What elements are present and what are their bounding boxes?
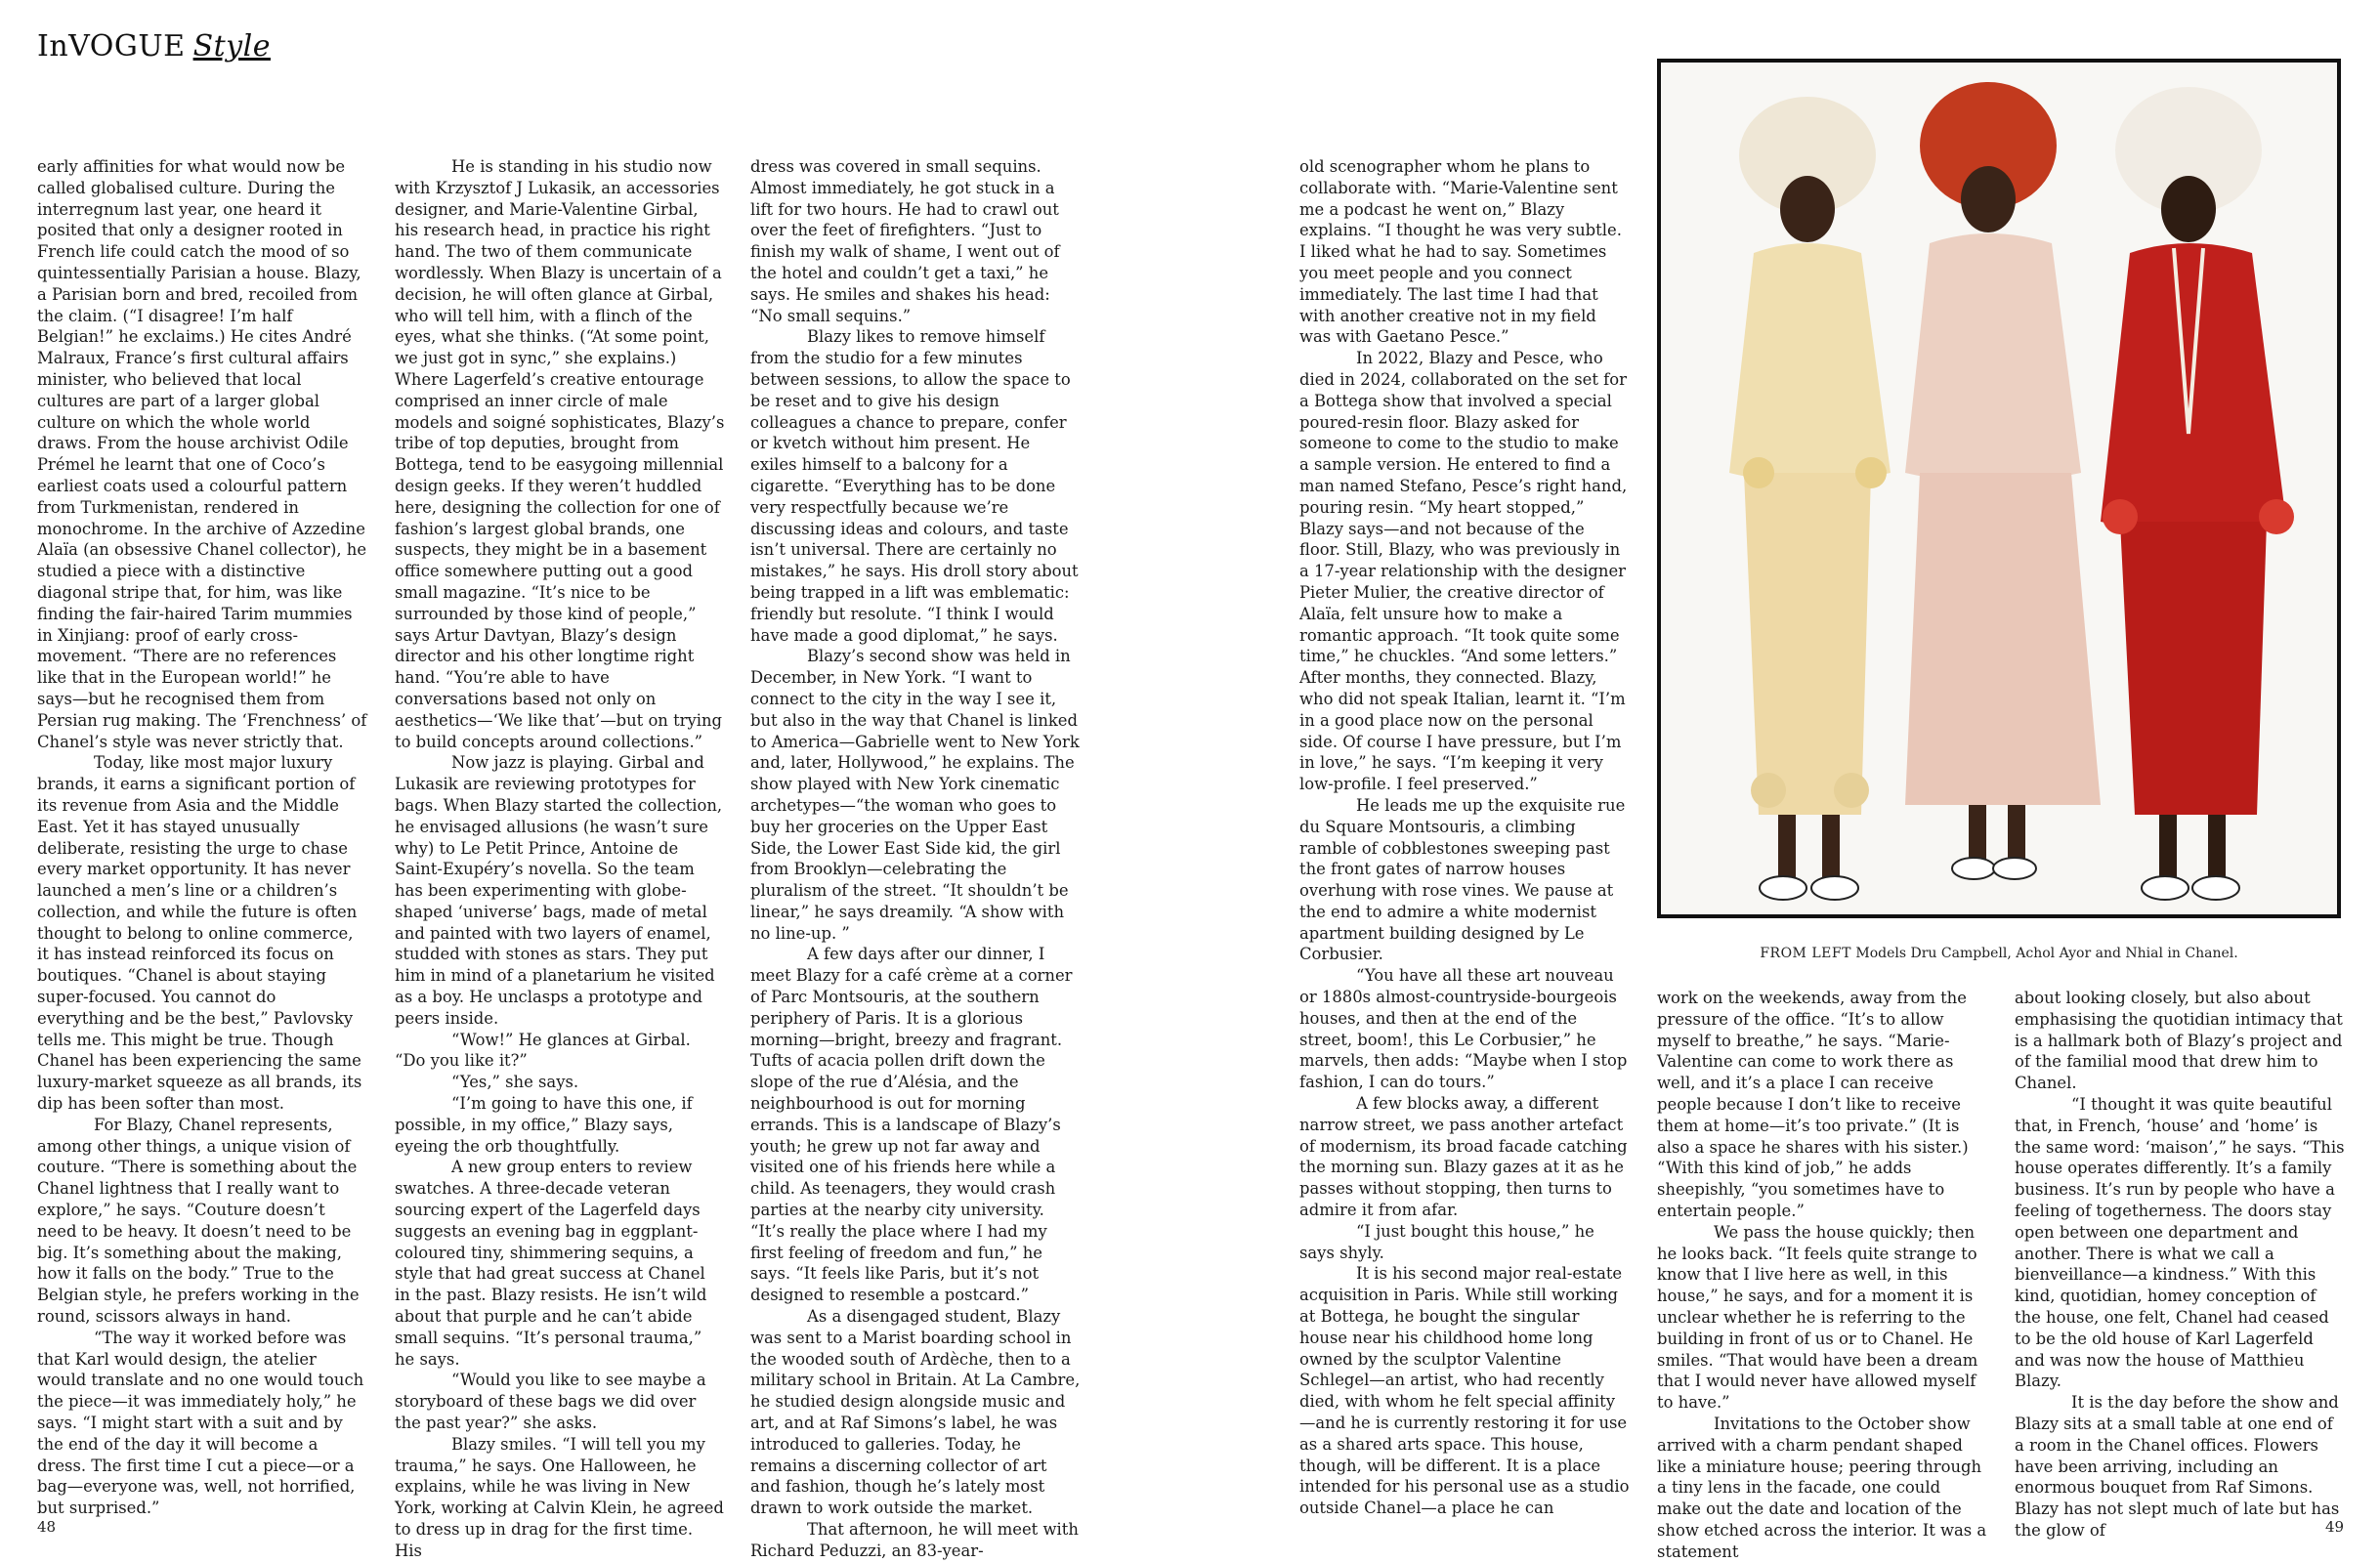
paragraph: “Would you like to see maybe a storyboard of these bags we did over the past year?” she asks. bbox=[395, 1371, 706, 1433]
page-number-right: 49 bbox=[2325, 1518, 2345, 1536]
text-column-6 bbox=[2015, 988, 2347, 1542]
magazine-header bbox=[37, 29, 271, 63]
paragraph: “I just bought this house,” he says shyly. bbox=[1299, 1221, 1594, 1262]
paragraph: We pass the house quickly; then he looks back. “It feels quite strange to know that I live here as well, in this house,” he says, and for a moment it is unclear whether he is referring to the building in front of us or to Chanel. He smiles. “That would have been a dream that I would never have allowed myself to have.” bbox=[1657, 1222, 1978, 1413]
paragraph: He is standing in his studio now with Krzysztof J Lukasik, an accessories designer, and Marie-Valentine Girbal, his research head, in practice his right hand. The two of them communicate wordlessly. When Blazy is uncertain of a decision, he will often glance at Girbal, who will tell him, with a flinch of the eyes, what she thinks. (“At some point, we just got in sync,” she explains.) Where Lagerfeld’s creative entourage comprised an inner circle of male models and soigné sophisticates, Blazy’s tribe of top deputies, brought from Bottega, tend to be easygoing millennial design geeks. If they weren’t huddled here, designing the collection for one of fashion’s largest global brands, one suspects, they might be in a basement office somewhere putting out a good small magazine. “It’s nice to be surrounded by those kind of people,” says Artur Davtyan, Blazy’s design director and his other longtime right hand. “You’re able to have conversations based not only on aesthetics—‘We like that’—but on trying to build concepts around collections.” bbox=[395, 157, 725, 751]
brand-name: InVOGUE bbox=[37, 29, 186, 63]
section-name: Style bbox=[192, 29, 271, 63]
paragraph: It is the day before the show and Blazy sits at a small table at one end of a room in the Chanel offices. Flowers have been arriving, including an enormous bouquet from Raf Simons. Blazy has not slept much of late but has the glow of bbox=[2015, 1393, 2340, 1540]
text-column-5 bbox=[1657, 988, 1989, 1563]
text-column-1 bbox=[37, 156, 367, 1519]
paragraph: “Yes,” she says. bbox=[451, 1073, 579, 1092]
paragraph: early affinities for what would now be called globalised culture. During the interregnum last year, one heard it posited that only a designer rooted in French life could catch the mood of so quintessentially Parisian a house. Blazy, a Parisian born and bred, recoiled from the claim. (“I disagree! I’m half Belgian!” he exclaims.) He cites André Malraux, France’s first cultural affairs minister, who believed that local cultures are part of a larger global culture on which the whole world draws. From the house archivist Odile Prémel he learnt that one of Coco’s earliest coats used a colourful pattern from Turkmenistan, rendered in monochrome. In the archive of Azzedine Alaïa (an obsessive Chanel collector), he studied a piece with a distinctive diagonal stripe that, for him, was like finding the fair-haired Tarim mummies in Xinjiang: proof of early cross-movement. “There are no references like that in the European world!” he says—but he recognised them from Persian rug making. The ‘Frenchness’ of Chanel’s style was never strictly that. bbox=[37, 157, 367, 751]
paragraph: dress was covered in small sequins. Almost immediately, he got stuck in a lift for two hours. He had to crawl out over the feet of firefighters. “Just to finish my walk of shame, I went out of the hotel and couldn’t get a taxi,” he says. He smiles and shakes his head: “No small sequins.” bbox=[750, 157, 1060, 325]
paragraph: old scenographer whom he plans to collaborate with. “Marie-Valentine sent me a podcast he went on,” Blazy explains. “I thought he was very subtle. I liked what he had to say. Sometimes you meet people and you connect immediately. The last time I had that with another creative not in my field was with Gaetano Pesce.” bbox=[1299, 157, 1622, 347]
caption-lead: FROM LEFT bbox=[1760, 946, 1851, 961]
paragraph: A new group enters to review swatches. A three-decade veteran sourcing expert of the Lagerfeld days suggests an evening bag in eggplant-coloured tiny, shimmering sequins, a style that had great success at Chanel in the past. Blazy resists. He isn’t wild about that purple and he can’t abide small sequins. “It’s personal trauma,” he says. bbox=[395, 1158, 707, 1369]
text-column-3 bbox=[750, 156, 1081, 1562]
paragraph: “Wow!” He glances at Girbal. “Do you like it?” bbox=[395, 1030, 691, 1071]
paragraph: For Blazy, Chanel represents, among other things, a unique vision of couture. “There is something about the Chanel lightness that I really want to explore,” he says. “Couture doesn’t need to be heavy. It doesn’t need to be big. It’s something about the making, how it falls on the body.” True to the Belgian style, he prefers working in the round, scissors always in hand. bbox=[37, 1115, 360, 1327]
paragraph: “The way it worked before was that Karl would design, the atelier would translate and no one would touch the piece—it was immediately holy,” he says. “I might start with a suit and by the end of the day it will become a dress. The first time I cut a piece—or a bag—everyone was, well, not horrified, but surprised.” bbox=[37, 1328, 364, 1518]
photo-caption bbox=[1657, 946, 2341, 961]
paragraph: Today, like most major luxury brands, it earns a significant portion of its revenue from Asia and the Middle East. Yet it has stayed unusually deliberate, resisting the urge to chase every market opportunity. It has never launched a men’s line or a children’s collection, and while the future is often thought to belong to online commerce, it has instead reinforced its focus on boutiques. “Chanel is about staying super-focused. You cannot do everything and be the best,” Pavlovsky tells me. This might be true. Though Chanel has been experiencing the same luxury-market squeeze as all brands, its dip has been softer than most. bbox=[37, 753, 362, 1114]
text-column-4 bbox=[1299, 156, 1630, 1519]
paragraph: “I’m going to have this one, if possible, in my office,” Blazy says, eyeing the orb thoughtfully. bbox=[395, 1094, 693, 1156]
paragraph: In 2022, Blazy and Pesce, who died in 2024, collaborated on the set for a Bottega show that involved a special poured-resin floor. Blazy asked for someone to come to the studio to make a sample version. He entered to find a man named Stefano, Pesce’s right hand, pouring resin. “My heart stopped,” Blazy says—and not because of the floor. Still, Blazy, who was previously in a 17-year relationship with the designer Pieter Mulier, the creative director of Alaïa, felt unsure how to make a romantic approach. “It took quite some time,” he chuckles. “And some letters.” After months, they connected. Blazy, who did not speak Italian, learnt it. “I’m in a good place now on the personal side. Of course I have pressure, but I’m in love,” he says. “I’m keeping it very low-profile. I feel preserved.” bbox=[1299, 349, 1628, 794]
paragraph: It is his second major real-estate acquisition in Paris. While still working at Bottega, he bought the singular house near his childhood home long owned by the sculptor Valentine Schlegel—an artist, who had recently died, with whom he felt special affinity—and he is currently restoring it for use as a shared arts space. This house, though, will be different. It is a place intended for his personal use as a studio outside Chanel—a place he can bbox=[1299, 1264, 1630, 1518]
paragraph: “I thought it was quite beautiful that, in French, ‘house’ and ‘home’ is the same word: ‘maison’,” he says. “This house operates differently. It’s a family business. It’s run by people who have a feeling of togetherness. The doors stay open between one department and another. There is what we call a bienveillance—a kindness.” With this kind, quotidian, homey conception of the house, one felt, Chanel had ceased to be the old house of Karl Lagerfeld and was now the house of Matthieu Blazy. bbox=[2015, 1094, 2345, 1391]
text-column-2 bbox=[395, 156, 725, 1562]
paragraph: A few blocks away, a different narrow street, we pass another artefact of modernism, its broad facade catching the morning sun. Blazy gazes at it as he passes without stopping, then turns to admire it from afar. bbox=[1299, 1094, 1628, 1220]
page-number-left: 48 bbox=[37, 1518, 57, 1536]
paragraph: He leads me up the exquisite rue du Square Montsouris, a climbing ramble of cobblestones sweeping past the front gates of narrow houses overhung with rose vines. We pause at the end to admire a white modernist apartment building designed by Le Corbusier. bbox=[1299, 795, 1626, 964]
paragraph: Blazy smiles. “I will tell you my trauma,” he says. One Halloween, he explains, while he was living in New York, working at Calvin Klein, he agreed to dress up in drag for the first time. His bbox=[395, 1434, 724, 1560]
paragraph: As a disengaged student, Blazy was sent to a Marist boarding school in the wooded south of Ardèche, then to a military school in Britain. At La Cambre, he studied design alongside music and art, and at Raf Simons’s label, he was introduced to galleries. Today, he remains a discerning collector of art and fashion, though he’s lately most drawn to work outside the market. bbox=[750, 1307, 1081, 1518]
paragraph: Now jazz is playing. Girbal and Lukasik are reviewing prototypes for bags. When Blazy started the collection, he envisaged allusions (he wasn’t sure why) to Le Petit Prince, Antoine de Saint-Exupéry’s novella. So the team has been experimenting with globe-shaped ‘universe’ bags, made of metal and painted with two layers of enamel, studded with stones as stars. They put him in mind of a planetarium he visited as a boy. He unclasps a prototype and peers inside. bbox=[395, 753, 723, 1028]
caption-text: Models Dru Campbell, Achol Ayor and Nhial in Chanel. bbox=[1850, 946, 2238, 961]
paragraph: Blazy’s second show was held in December, in New York. “I want to connect to the city in the way I see it, but also in the way that Chanel is linked to America—Gabrielle went to New York and, later, Hollywood,” he explains. The show played with New York cinematic archetypes—“the woman who goes to buy her groceries on the Upper East Side, the Lower East Side kid, the girl from Brooklyn—celebrating the pluralism of the street. “It shouldn’t be linear,” he says dreamily. “A show with no line-up. ” bbox=[750, 647, 1080, 943]
paragraph: “You have all these art nouveau or 1880s almost-countryside-bourgeois houses, and then at the end of the street, boom!, this Le Corbusier,” he marvels, then adds: “Maybe when I stop fashion, I can do tours.” bbox=[1299, 966, 1628, 1092]
fashion-photo-icon bbox=[1657, 59, 2341, 918]
paragraph: work on the weekends, away from the pressure of the office. “It’s to allow myself to breathe,” he says. “Marie-Valentine can come to work there as well, and it’s a place I can receive people because I don’t like to receive them at home—it’s too private.” (It is also a space he shares with his sister.) “With this kind of job,” he adds sheepishly, “you sometimes have to entertain people.” bbox=[1657, 989, 1969, 1220]
paragraph: about looking closely, but also about emphasising the quotidian intimacy that is a hallmark both of Blazy’s project and of the familial mood that drew him to Chanel. bbox=[2015, 989, 2343, 1093]
paragraph: That afternoon, he will meet with Richard Peduzzi, an 83-year- bbox=[750, 1520, 1079, 1560]
paragraph: Blazy likes to remove himself from the studio for a few minutes between sessions, to allow the space to be reset and to give his design colleagues a chance to prepare, confer or kvetch without him present. He exiles himself to a balcony for a cigarette. “Everything has to be done very respectfully because we’re discussing ideas and colours, and taste isn’t universal. There are certainly no mistakes,” he says. His droll story about being trapped in a lift was emblematic: friendly but resolute. “I think I would have made a good diplomat,” he says. bbox=[750, 327, 1079, 645]
paragraph: Invitations to the October show arrived with a charm pendant shaped like a miniature house; peering through a tiny lens in the facade, one could make out the date and location of the show etched across the interior. It was a statement bbox=[1657, 1414, 1987, 1561]
paragraph: A few days after our dinner, I meet Blazy for a café crème at a corner of Parc Montsouris, at the southern periphery of Paris. It is a glorious morning—bright, breezy and fragrant. Tufts of acacia pollen drift down the slope of the rue d’Alésia, and the neighbourhood is out for morning errands. This is a landscape of Blazy’s youth; he grew up not far away and visited one of his friends here while a child. As teenagers, they would crash parties at the nearby city university. “It’s really the place where I had my first feeling of freedom and fun,” he says. “It feels like Paris, but it’s not designed to resemble a postcard.” bbox=[750, 945, 1073, 1305]
